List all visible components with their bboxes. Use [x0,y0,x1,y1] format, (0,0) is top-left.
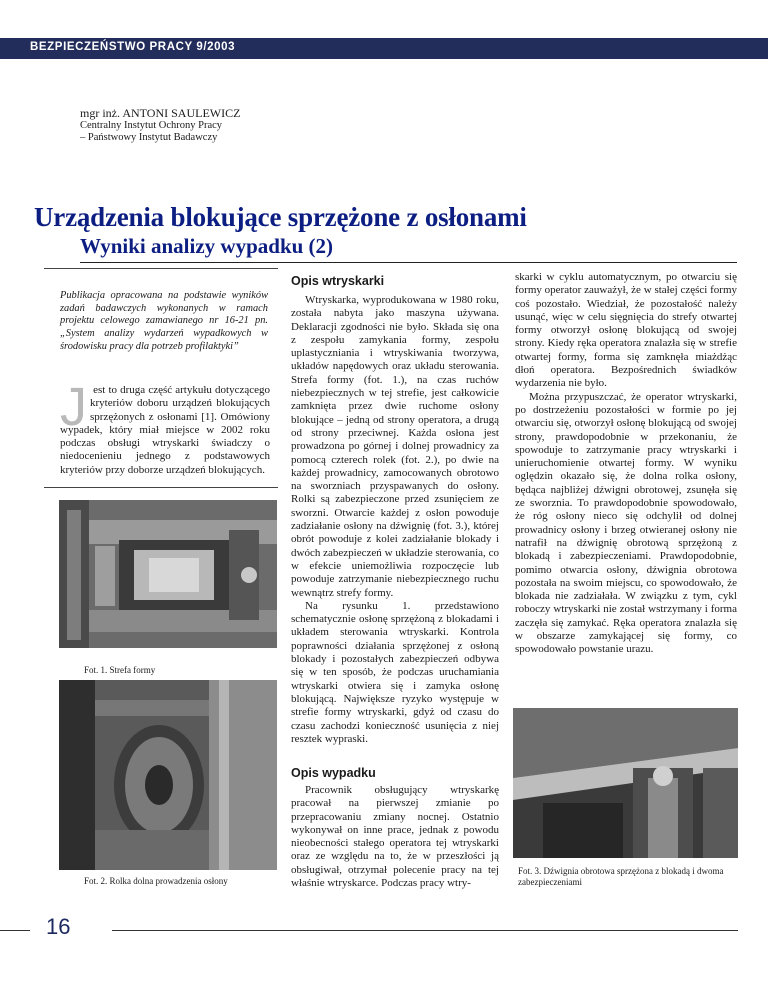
intro-paragraph-text: est to druga część artykułu dotyczącego kryteriów doboru urządzeń blokujących sprzężonych z osłonami [1]. Omówiony wypadek, który miał miejsce w 2002 roku podczas obsługi wtryskarki świadczy o niedocenieniu jednego z podstawowych kryteriów przy doborze urządzeń blokujących. [60,384,270,476]
journal-header-bar [0,38,768,59]
article-title: Urządzenia blokujące sprzężone z osłonami [34,202,527,232]
machine-paragraph-2: Na rysunku 1. przedstawiono schematycznie osłonę sprzężoną z blokadami i układem sterowania wtryskarki. Kontrola poprawności działania sprzężonej z osłoną blokady i pozostałych zabezpieczeń odbywa się w ten sposób, że podczas uruchamiania wtryskarki otwiera się i zamyka osłonę blokującą. Największe ryzyko występuje w strefie formy wtryskarki, gdyż od czasu do czasu zachodzi konieczność usunięcia z niej resztek wypraski. [291,599,499,745]
photo-mold-zone [59,500,277,648]
section-heading-machine: Opis wtryskarki [291,274,385,288]
machine-paragraph-1: Wtryskarka, wyprodukowana w 1980 roku, została nabyta jako maszyna używana. Deklaracji zgodności nie było. Składa się ona z zespołu zamykania formy, zespołu uplastyczniania i wtryskiwania tworzywa, układów napędowych oraz układu sterowania. Strefa formy (fot. 1.), na czas ruchów niebezpiecznych w tej strefie, jest całkowicie zamknięta przez dwie ruchome osłony blokujące – jedną od strony operatora, a drugą od strony przeciwnej. Każda osłona jest prowadzona po górnej i dolnej prowadnicy za pomocą czterech rolek (fot. 2.), po dwie na każdej prowadnicy, zamocowanych obrotowo na sworzniach przyspawanych do osłony. Rolki są zabezpieczone przed zsunięciem ze sworzni. Otwarcie każdej z osłon powoduje zadziałanie osłony na dźwignię (fot. 3.), której obrót powoduje z kolei zadziałanie blokady i dwóch zabezpieczeń w układzie sterowania, co w efekcie uniemożliwia rozpoczęcie lub powoduje zatrzymanie niebezpiecznego ruchu wewnątrz strefy formy. [291,294,499,599]
footer-rule-left [0,930,30,931]
article-subtitle: Wyniki analizy wypadku (2) [80,234,334,258]
section-accident-body-continued [515,271,737,657]
photo-rotary-lever [513,708,738,858]
figure-2-caption: Fot. 2. Rolka dolna prowadzenia osłony [84,876,228,886]
section-heading-accident: Opis wypadku [291,766,376,780]
author-affiliation-2: – Państwowy Instytut Badawczy [80,132,218,143]
photo-lower-roller [59,680,277,870]
page-number: 16 [46,914,71,939]
accident-paragraph-1-part-1: Pracownik obsługujący wtryskarkę pracował na pierwszej zmianie po przepracowaniu zmiany nocnej. Ostatnio wykonywał on inne prace, jednak z powodu nieobecności stałego operatora tej wtryskarki oraz ze względu na to, że w przeszłości ją obsługiwał, otrzymał polecenie pracy na tej właśnie wtryskarce. Podczas pracy wtry- [291,784,499,890]
accident-paragraph-1-part-2: skarki w cyklu automatycznym, po otwarciu się formy operator zauważył, że w stałej części formy coś pozostało. Wiedział, że pozostałość należy usunąć, więc w celu sięgnięcia do strefy otwartej formy otworzył osłonę blokującą od swojej strony. Kiedy ręka operatora znalazła się w strefie otwartej formy, forma się zamknęła miażdżąc dłoń operatora. Bezpośrednich świadków wydarzenia nie było. [515,271,737,390]
journal-title: BEZPIECZEŃSTWO PRACY 9/2003 [30,41,236,53]
accident-paragraph-2: Można przypuszczać, że operator wtryskarki, po dostrzeżeniu pozostałości w formie po jej otwarciu się, otworzył osłonę blokującą od swojej strony, prawdopodobnie w przekonaniu, że spowoduje to zatrzymanie pracy wtryskarki i unieruchomienie otwartej formy. W wyniku oględzin okazało się, że dolna rolka osłony, będąca najbliżej dźwigni obrotowej, zsunęła się ze sworznia. To prawdopodobnie spowodowało, że róg osłony nieco się odchylił od dolnej prowadnicy osłony i brzeg otwieranej osłony nie natrafił na dźwignię obrotową sprzężoną z blokadą i zabezpieczeniami. Prawdopodobnie, pomimo otwarcia osłony, dźwignia obrotowa pozostała na swoim miejscu, co spowodowało, że blokada nie zadziałała. W związku z tym, cykl roboczy wtryskarki nie został wstrzymany i forma zaczęła się zamykać. Ręka operatora znalazła się w obszarze zamykającej się formy, co spowodowało powstanie urazu. [515,390,737,656]
publication-note: Publikacja opracowana na podstawie wyników zadań badawczych wykonanych w ramach projektu celowego zamawianego nr 16-21 pn. „System analizy wydarzeń wypadkowych w środowisku pracy dla potrzeb profilaktyki” [60,290,268,352]
drop-cap: J [60,377,87,437]
section-machine-body [291,294,499,746]
intro-paragraph [60,384,270,477]
author-block [80,106,380,144]
footer-rule-right [112,930,738,931]
author-name: mgr inż. ANTONI SAULEWICZ [80,106,241,120]
title-rule [80,262,737,263]
author-affiliation-1: Centralny Instytut Ochrony Pracy [80,120,223,131]
figure-3-caption: Fot. 3. Dźwignia obrotowa sprzężona z blokadą i dwoma zabezpieczeniami [518,866,724,887]
section-accident-body-start [291,784,499,890]
figure-1-caption: Fot. 1. Strefa formy [84,665,156,675]
